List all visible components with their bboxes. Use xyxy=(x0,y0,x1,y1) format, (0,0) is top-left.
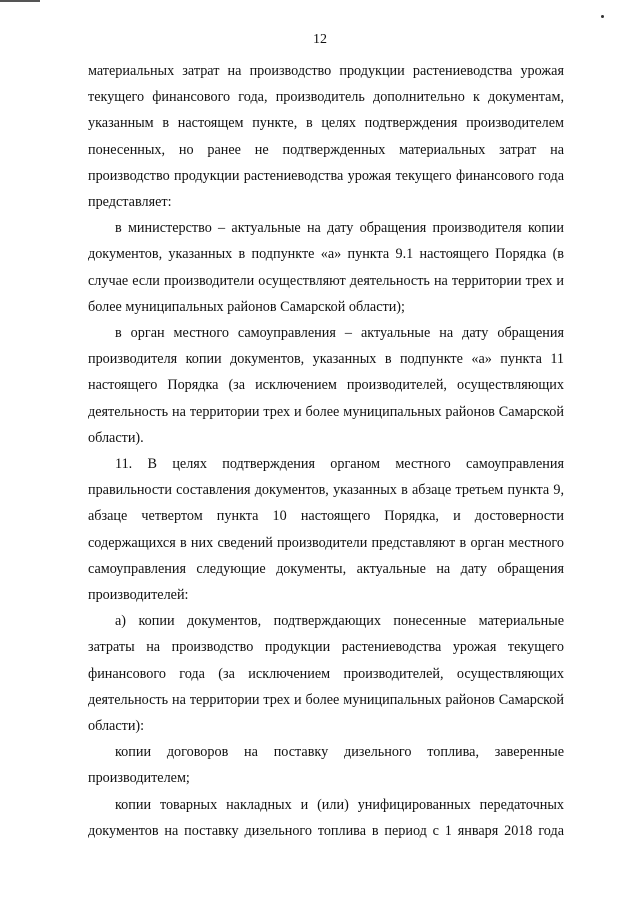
scan-edge-mark xyxy=(0,0,40,2)
paragraph-ministry: в министерство – актуальные на дату обращения производителя копии документов, указанных в подпункте «а» пункта 9.1 настоящего Порядка (в случае если производители осуществляют деятельность на территории трех и более муниципальных районов Самарской области); xyxy=(88,220,564,315)
paragraph-contracts: копии договоров на поставку дизельного топлива, заверенные производителем; xyxy=(88,744,564,787)
page-number: 12 xyxy=(313,32,327,47)
scan-speck xyxy=(601,15,604,18)
paragraph-subitem-a: а) копии документов, подтверждающих понесенные материальные затраты на производство продукции растениеводства урожая текущего финансового года (за исключением производителей, осуществляющих деятельность на территории трех и более муниципальных районов Самарской области): xyxy=(88,613,564,735)
paragraph-continuation: материальных затрат на производство продукции растениеводства урожая текущего финансового года, производитель дополнительно к документам, указанным в настоящем пункте, в целях подтверждения производителем понесенных, но ранее не подтвержденных материальных затрат на производство продукции растениеводства урожая текущего финансового года представляет: xyxy=(88,63,564,211)
paragraph-local-authority: в орган местного самоуправления – актуальные на дату обращения производителя копии документов, указанных в подпункте «а» пункта 11 настоящего Порядка (за исключением производителей, осуществляющих деятельность на территории трех и более муниципальных районов Самарской области). xyxy=(88,325,564,446)
document-body xyxy=(88,58,564,844)
paragraph-item-11: 11. В целях подтверждения органом местного самоуправления правильности составления документов, указанных в абзаце третьем пункта 9, абзаце четвертом пункта 10 настоящего Порядка, и достоверности содержащихся в них сведений производители представляют в орган местного самоуправления следующие документы, актуальные на дату обращения производителей: xyxy=(88,456,564,604)
paragraph-invoices: копии товарных накладных и (или) унифицированных передаточных документов на поставку дизельного топлива в период с 1 января 2018 года xyxy=(88,796,564,839)
